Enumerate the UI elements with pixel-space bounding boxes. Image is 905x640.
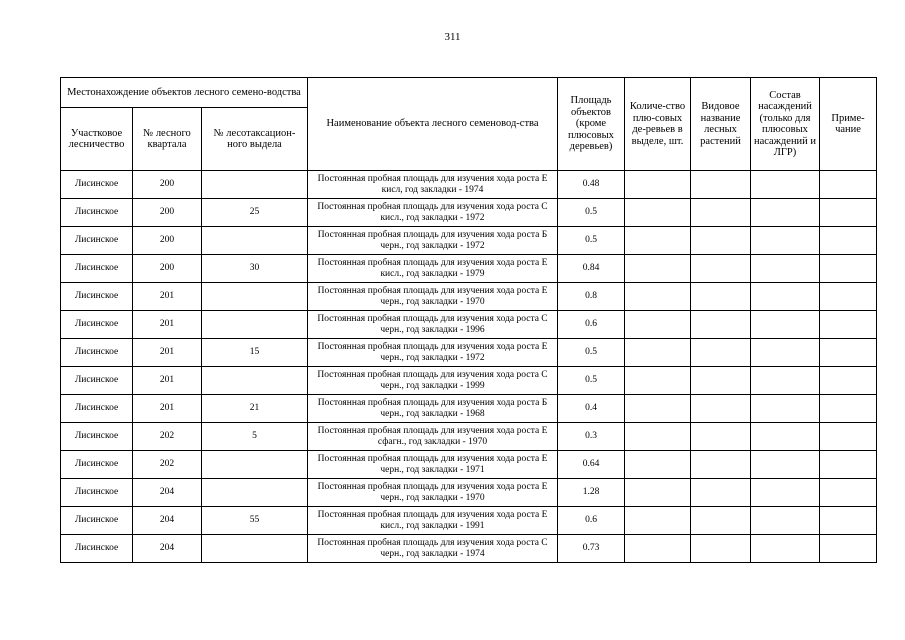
cell-object-name: Постоянная пробная площадь для изучения хода роста Б черн., год закладки - 1968: [308, 395, 558, 423]
table-row: [61, 451, 877, 479]
table-row: [61, 339, 877, 367]
cell-area: 0.5: [558, 227, 625, 255]
cell-area: 0.5: [558, 199, 625, 227]
header-location-group: Местонахождение объектов лесного семено-водства: [61, 78, 308, 108]
cell-quarter: 204: [133, 535, 202, 563]
cell-species: [691, 227, 751, 255]
cell-section: [202, 311, 308, 339]
cell-section: 15: [202, 339, 308, 367]
cell-composition: [751, 255, 820, 283]
cell-composition: [751, 227, 820, 255]
cell-object-name: Постоянная пробная площадь для изучения хода роста Е кисл, год закладки - 1974: [308, 171, 558, 199]
cell-species: [691, 199, 751, 227]
cell-composition: [751, 451, 820, 479]
cell-object-name: Постоянная пробная площадь для изучения хода роста Е черн., год закладки - 1970: [308, 283, 558, 311]
cell-forestry: Лисинское: [61, 395, 133, 423]
cell-forestry: Лисинское: [61, 423, 133, 451]
cell-section: 55: [202, 507, 308, 535]
cell-plus-trees: [625, 507, 691, 535]
cell-composition: [751, 367, 820, 395]
cell-composition: [751, 479, 820, 507]
cell-section: [202, 227, 308, 255]
cell-species: [691, 451, 751, 479]
table-row: [61, 171, 877, 199]
cell-species: [691, 283, 751, 311]
cell-plus-trees: [625, 395, 691, 423]
cell-section: [202, 535, 308, 563]
table-row: [61, 199, 877, 227]
header-quarter: № лесного квартала: [133, 108, 202, 171]
cell-forestry: Лисинское: [61, 535, 133, 563]
cell-composition: [751, 395, 820, 423]
cell-note: [820, 367, 877, 395]
cell-quarter: 200: [133, 199, 202, 227]
cell-section: [202, 479, 308, 507]
cell-forestry: Лисинское: [61, 199, 133, 227]
cell-forestry: Лисинское: [61, 367, 133, 395]
cell-forestry: Лисинское: [61, 339, 133, 367]
cell-species: [691, 255, 751, 283]
cell-object-name: Постоянная пробная площадь для изучения хода роста С черн., год закладки - 1974: [308, 535, 558, 563]
table-row: [61, 423, 877, 451]
cell-note: [820, 171, 877, 199]
seed-objects-table: [60, 77, 877, 563]
cell-object-name: Постоянная пробная площадь для изучения хода роста Е кисл., год закладки - 1991: [308, 507, 558, 535]
cell-quarter: 200: [133, 255, 202, 283]
cell-composition: [751, 171, 820, 199]
cell-plus-trees: [625, 451, 691, 479]
cell-forestry: Лисинское: [61, 171, 133, 199]
table-header: [61, 78, 877, 171]
cell-plus-trees: [625, 171, 691, 199]
table-row: [61, 479, 877, 507]
cell-quarter: 201: [133, 339, 202, 367]
cell-species: [691, 311, 751, 339]
header-species: Видовое название лесных растений: [691, 78, 751, 171]
cell-plus-trees: [625, 479, 691, 507]
cell-note: [820, 283, 877, 311]
cell-object-name: Постоянная пробная площадь для изучения хода роста Е сфагн., год закладки - 1970: [308, 423, 558, 451]
table-row: [61, 535, 877, 563]
cell-forestry: Лисинское: [61, 479, 133, 507]
cell-area: 0.4: [558, 395, 625, 423]
cell-object-name: Постоянная пробная площадь для изучения хода роста Е черн., год закладки - 1970: [308, 479, 558, 507]
cell-forestry: Лисинское: [61, 227, 133, 255]
cell-object-name: Постоянная пробная площадь для изучения хода роста С кисл., год закладки - 1972: [308, 199, 558, 227]
cell-species: [691, 339, 751, 367]
cell-area: 0.5: [558, 367, 625, 395]
cell-species: [691, 423, 751, 451]
cell-area: 0.8: [558, 283, 625, 311]
header-forestry: Участковое лесничество: [61, 108, 133, 171]
cell-note: [820, 339, 877, 367]
cell-area: 0.64: [558, 451, 625, 479]
cell-area: 0.6: [558, 311, 625, 339]
cell-note: [820, 423, 877, 451]
cell-section: [202, 171, 308, 199]
cell-forestry: Лисинское: [61, 311, 133, 339]
cell-composition: [751, 507, 820, 535]
cell-species: [691, 479, 751, 507]
cell-object-name: Постоянная пробная площадь для изучения хода роста Е кисл., год закладки - 1979: [308, 255, 558, 283]
cell-quarter: 201: [133, 283, 202, 311]
cell-plus-trees: [625, 311, 691, 339]
table-body: [61, 171, 877, 563]
cell-composition: [751, 339, 820, 367]
cell-species: [691, 367, 751, 395]
header-row-top: [61, 78, 877, 108]
cell-composition: [751, 423, 820, 451]
table-row: [61, 227, 877, 255]
cell-area: 0.6: [558, 507, 625, 535]
cell-forestry: Лисинское: [61, 507, 133, 535]
cell-note: [820, 451, 877, 479]
cell-note: [820, 507, 877, 535]
cell-note: [820, 311, 877, 339]
header-note: Приме-чание: [820, 78, 877, 171]
cell-section: 5: [202, 423, 308, 451]
cell-plus-trees: [625, 199, 691, 227]
header-plus-trees: Количе-ство плю-совых де-ревьев в выделе, шт.: [625, 78, 691, 171]
cell-plus-trees: [625, 423, 691, 451]
cell-plus-trees: [625, 255, 691, 283]
cell-species: [691, 171, 751, 199]
cell-note: [820, 479, 877, 507]
cell-forestry: Лисинское: [61, 283, 133, 311]
cell-section: 25: [202, 199, 308, 227]
cell-area: 0.48: [558, 171, 625, 199]
cell-quarter: 201: [133, 367, 202, 395]
table-row: [61, 395, 877, 423]
cell-quarter: 202: [133, 423, 202, 451]
cell-composition: [751, 283, 820, 311]
cell-quarter: 200: [133, 171, 202, 199]
cell-section: 21: [202, 395, 308, 423]
cell-quarter: 200: [133, 227, 202, 255]
cell-area: 1.28: [558, 479, 625, 507]
cell-object-name: Постоянная пробная площадь для изучения хода роста С черн., год закладки - 1999: [308, 367, 558, 395]
table-row: [61, 367, 877, 395]
cell-section: [202, 367, 308, 395]
cell-quarter: 204: [133, 479, 202, 507]
cell-note: [820, 535, 877, 563]
cell-plus-trees: [625, 535, 691, 563]
cell-note: [820, 227, 877, 255]
cell-forestry: Лисинское: [61, 255, 133, 283]
header-area: Площадь объектов (кроме плюсовых деревьев): [558, 78, 625, 171]
cell-area: 0.84: [558, 255, 625, 283]
table-row: [61, 255, 877, 283]
header-object-name: Наименование объекта лесного семеновод-ства: [308, 78, 558, 171]
cell-quarter: 201: [133, 311, 202, 339]
cell-section: [202, 451, 308, 479]
cell-note: [820, 255, 877, 283]
header-composition: Состав насаждений (только для плюсовых насаждений и ЛГР): [751, 78, 820, 171]
table-row: [61, 283, 877, 311]
cell-composition: [751, 311, 820, 339]
header-section: № лесотаксацион-ного выдела: [202, 108, 308, 171]
cell-composition: [751, 535, 820, 563]
cell-quarter: 202: [133, 451, 202, 479]
cell-species: [691, 507, 751, 535]
table-row: [61, 507, 877, 535]
cell-quarter: 204: [133, 507, 202, 535]
cell-area: 0.5: [558, 339, 625, 367]
cell-forestry: Лисинское: [61, 451, 133, 479]
cell-species: [691, 535, 751, 563]
cell-object-name: Постоянная пробная площадь для изучения хода роста С черн., год закладки - 1996: [308, 311, 558, 339]
cell-object-name: Постоянная пробная площадь для изучения хода роста Б черн., год закладки - 1972: [308, 227, 558, 255]
cell-area: 0.73: [558, 535, 625, 563]
cell-note: [820, 395, 877, 423]
cell-note: [820, 199, 877, 227]
table-row: [61, 311, 877, 339]
cell-species: [691, 395, 751, 423]
cell-plus-trees: [625, 339, 691, 367]
cell-plus-trees: [625, 283, 691, 311]
cell-composition: [751, 199, 820, 227]
cell-quarter: 201: [133, 395, 202, 423]
page-number: 311: [444, 31, 461, 43]
cell-plus-trees: [625, 227, 691, 255]
cell-object-name: Постоянная пробная площадь для изучения хода роста Е черн., год закладки - 1971: [308, 451, 558, 479]
cell-section: [202, 283, 308, 311]
cell-area: 0.3: [558, 423, 625, 451]
cell-plus-trees: [625, 367, 691, 395]
cell-object-name: Постоянная пробная площадь для изучения хода роста Е черн., год закладки - 1972: [308, 339, 558, 367]
cell-section: 30: [202, 255, 308, 283]
